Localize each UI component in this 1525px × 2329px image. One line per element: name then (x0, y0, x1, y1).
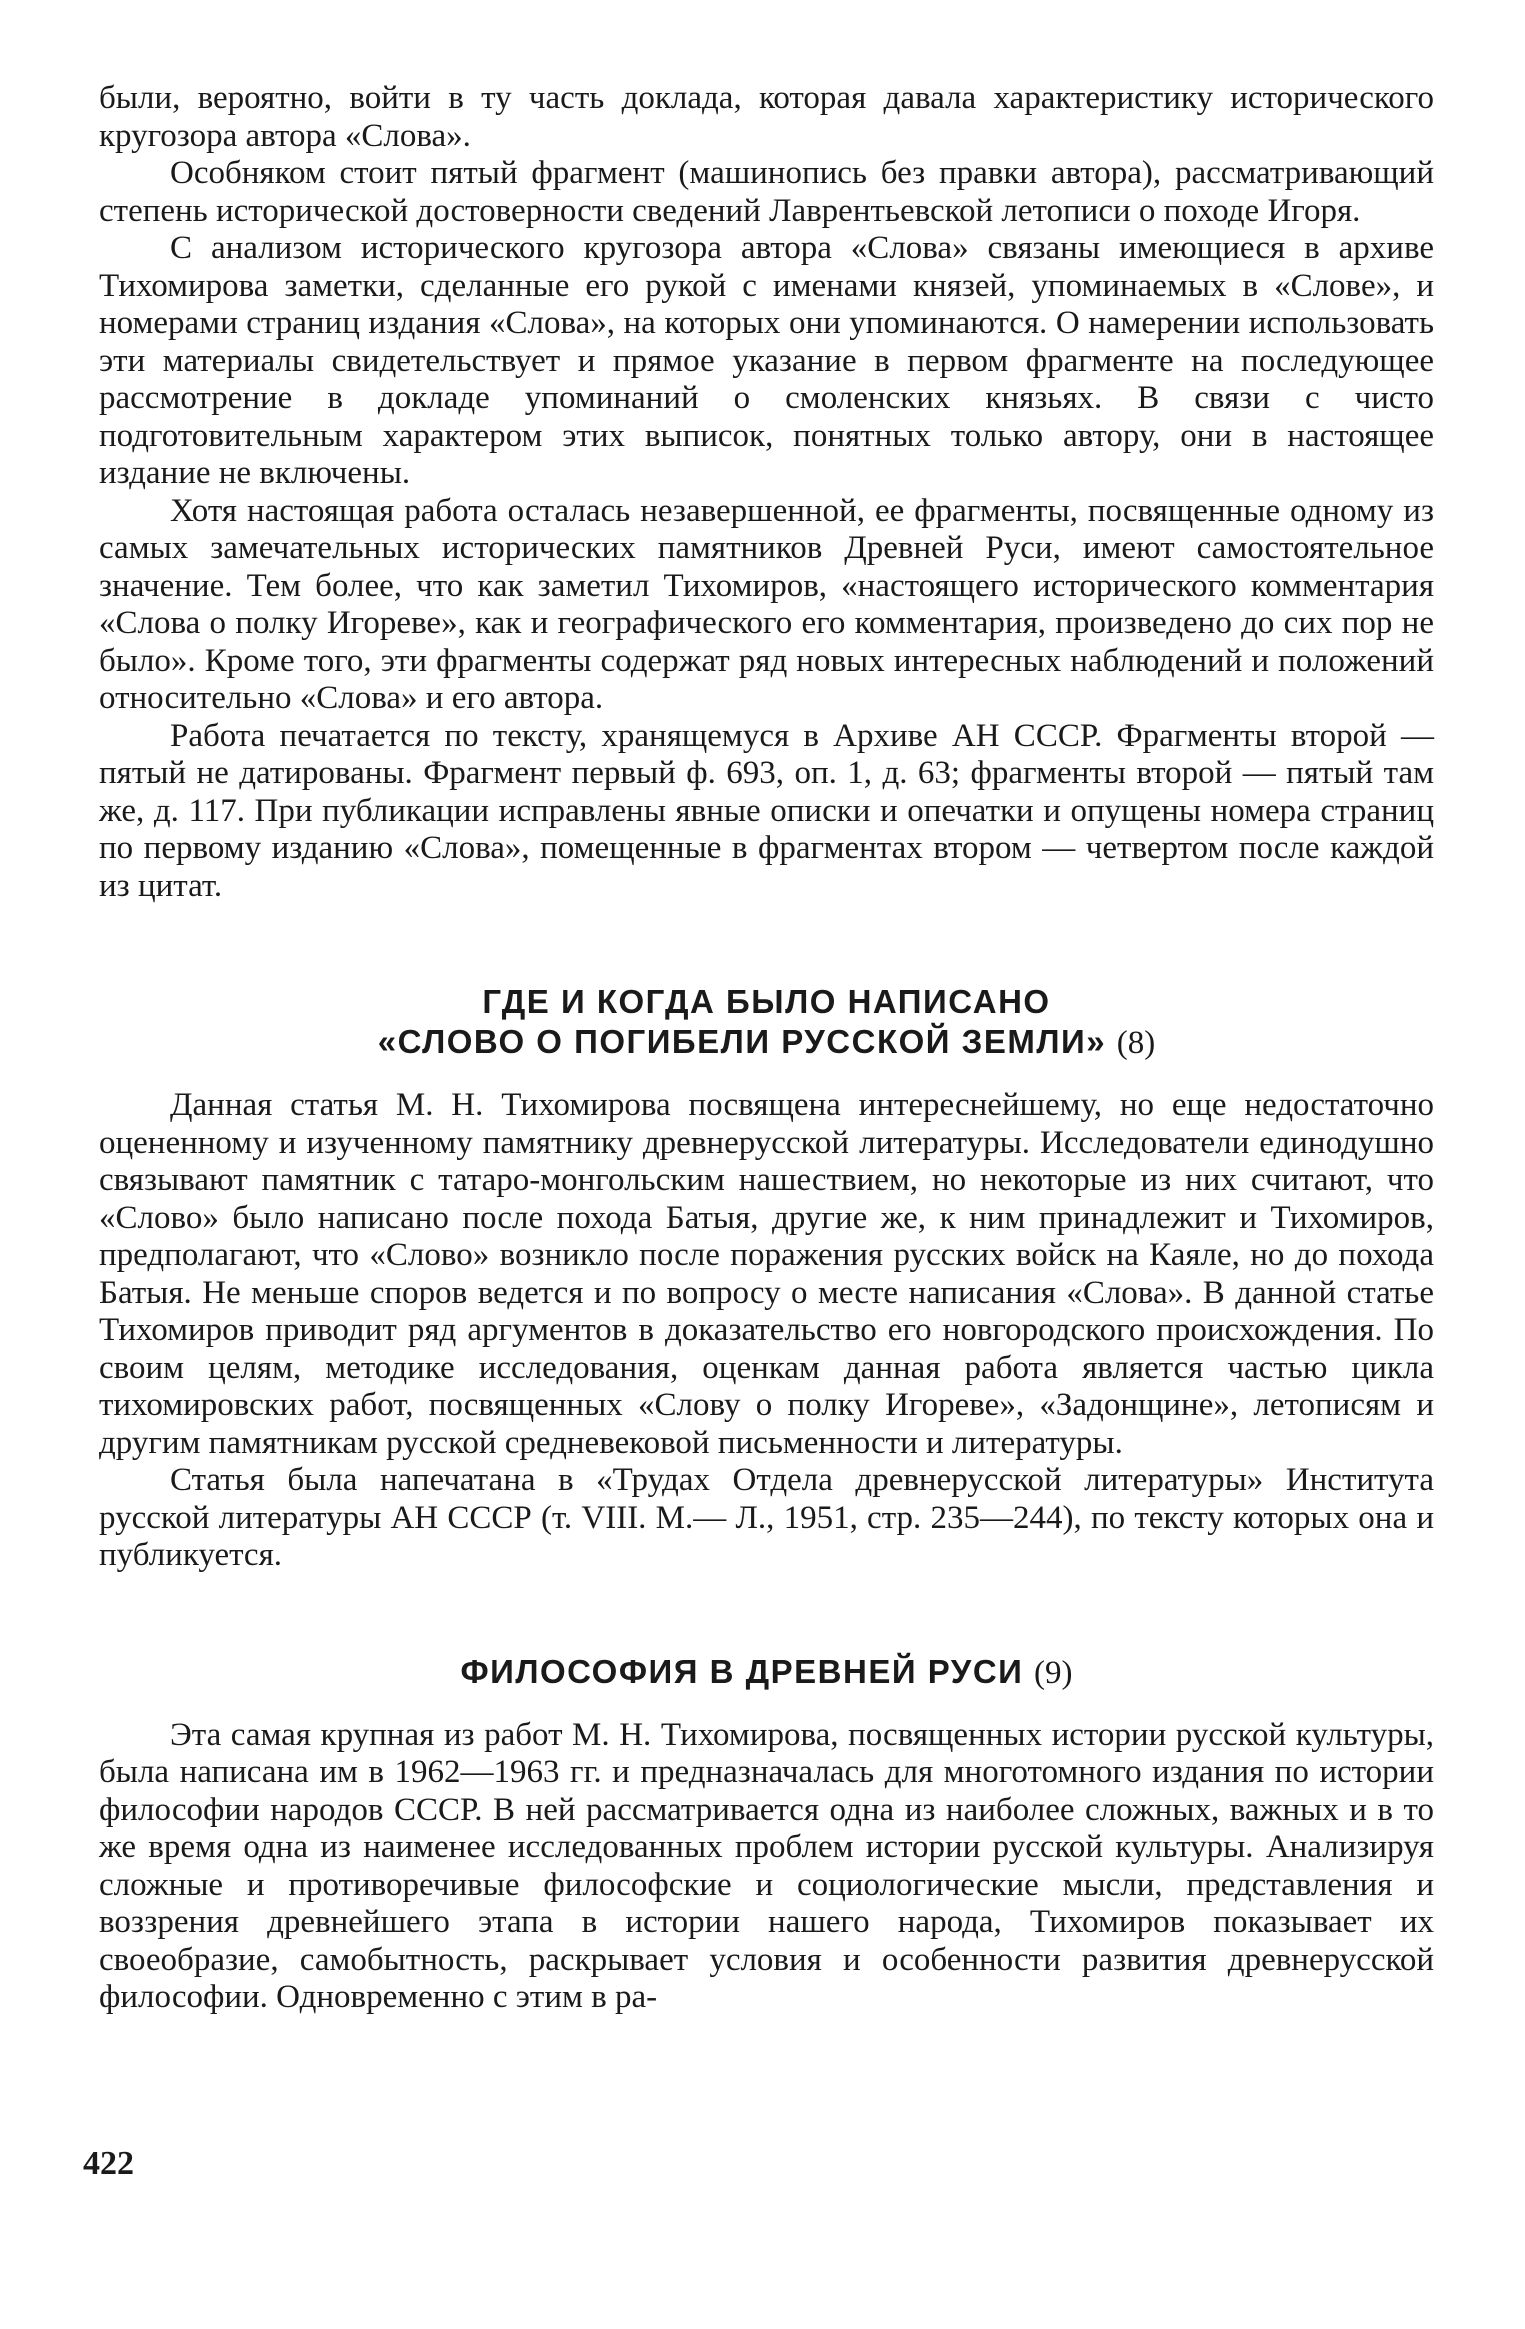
footnote-ref: (8) (1116, 1025, 1156, 1061)
page-body (99, 80, 1434, 2017)
page-number: 422 (83, 2145, 134, 2182)
paragraph: Статья была напечатана в «Трудах Отдела древнерусской литературы» Института русской литературы АН СССР (т. VIII. М.— Л., 1951, стр. 235—244), по тексту которых она и публикуется. (99, 1462, 1434, 1573)
paragraph: С анализом исторического кругозора автора «Слова» связаны имеющиеся в архиве Тихомирова заметки, сделанные его рукой с именами князей, упоминаемых в «Слове», и номерами страниц издания «Слова», на которых они упоминаются. О намерении использовать эти материалы свидетельствует и прямое указание в первом фрагменте на последующее рассмотрение в докладе упоминаний о смоленских князьях. В связи с чисто подготовительным характером этих выписок, понятных только автору, они в настоящее издание не включены. (99, 230, 1434, 491)
section-heading-line: «СЛОВО О ПОГИБЕЛИ РУССКОЙ ЗЕМЛИ» (377, 1023, 1107, 1060)
footnote-ref: (9) (1034, 1654, 1073, 1691)
section-heading-line: ФИЛОСОФИЯ В ДРЕВНЕЙ РУСИ (460, 1652, 1024, 1690)
section-heading-line: ГДЕ И КОГДА БЫЛО НАПИСАНО (482, 983, 1051, 1020)
paragraph: Данная статья М. Н. Тихомирова посвящена интереснейшему, но еще недостаточно оцененному и изученному памятнику древнерусской литературы. Исследователи единодушно связывают памятник с татаро-монгольским нашествием, но некоторые из них считают, что «Слово» было написано после похода Батыя, другие же, к ним принадлежит и Тихомиров, предполагают, что «Слово» возникло после поражения русских войск на Каяле, но до похода Батыя. Не меньше споров ведется и по вопросу о месте написания «Слова». В данной статье Тихомиров приводит ряд аргументов в доказательство его новгородского происхождения. По своим целям, методике исследования, оценкам данная работа является частью цикла тихомировских работ, посвященных «Слову о полку Игореве», «Задонщине», летописям и другим памятникам русской средневековой письменности и литературы. (99, 1087, 1434, 1461)
section-heading (99, 1652, 1434, 1693)
section-heading (99, 982, 1434, 1063)
paragraph: Особняком стоит пятый фрагмент (машинопись без правки автора), рассматривающий степень исторической достоверности сведений Лаврентьевской летописи о походе Игоря. (99, 155, 1434, 229)
paragraph: Работа печатается по тексту, хранящемуся в Архиве АН СССР. Фрагменты второй — пятый не датированы. Фрагмент первый ф. 693, оп. 1, д. 63; фрагменты второй — пятый там же, д. 117. При публикации исправлены явные описки и опечатки и опущены номера страниц по первому изданию «Слова», помещенные в фрагментах втором — четвертом после каждой из цитат. (99, 717, 1434, 904)
paragraph: Эта самая крупная из работ М. Н. Тихомирова, посвященных истории русской культуры, была написана им в 1962—1963 гг. и предназначалась для многотомного издания по истории философии народов СССР. В ней рассматривается одна из наиболее сложных, важных и в то же время одна из наименее исследованных проблем истории русской культуры. Анализируя сложные и противоречивые философские и социологические мысли, представления и воззрения древнейшего этапа в истории нашего народа, Тихомиров показывает их своеобразие, самобытность, раскрывает условия и особенности развития древнерусской философии. Одновременно с этим в ра- (99, 1716, 1434, 2015)
paragraph: были, вероятно, войти в ту часть доклада, которая давала характеристику исторического кругозора автора «Слова». (99, 80, 1434, 154)
paragraph: Хотя настоящая работа осталась незавершенной, ее фрагменты, посвященные одному из самых замечательных исторических памятников Древней Руси, имеют самостоятельное значение. Тем более, что как заметил Тихомиров, «настоящего исторического комментария «Слова о полку Игореве», как и географического его комментария, произведено до сих пор не было». Кроме того, эти фрагменты содержат ряд новых интересных наблюдений и положений относительно «Слова» и его автора. (99, 492, 1434, 716)
